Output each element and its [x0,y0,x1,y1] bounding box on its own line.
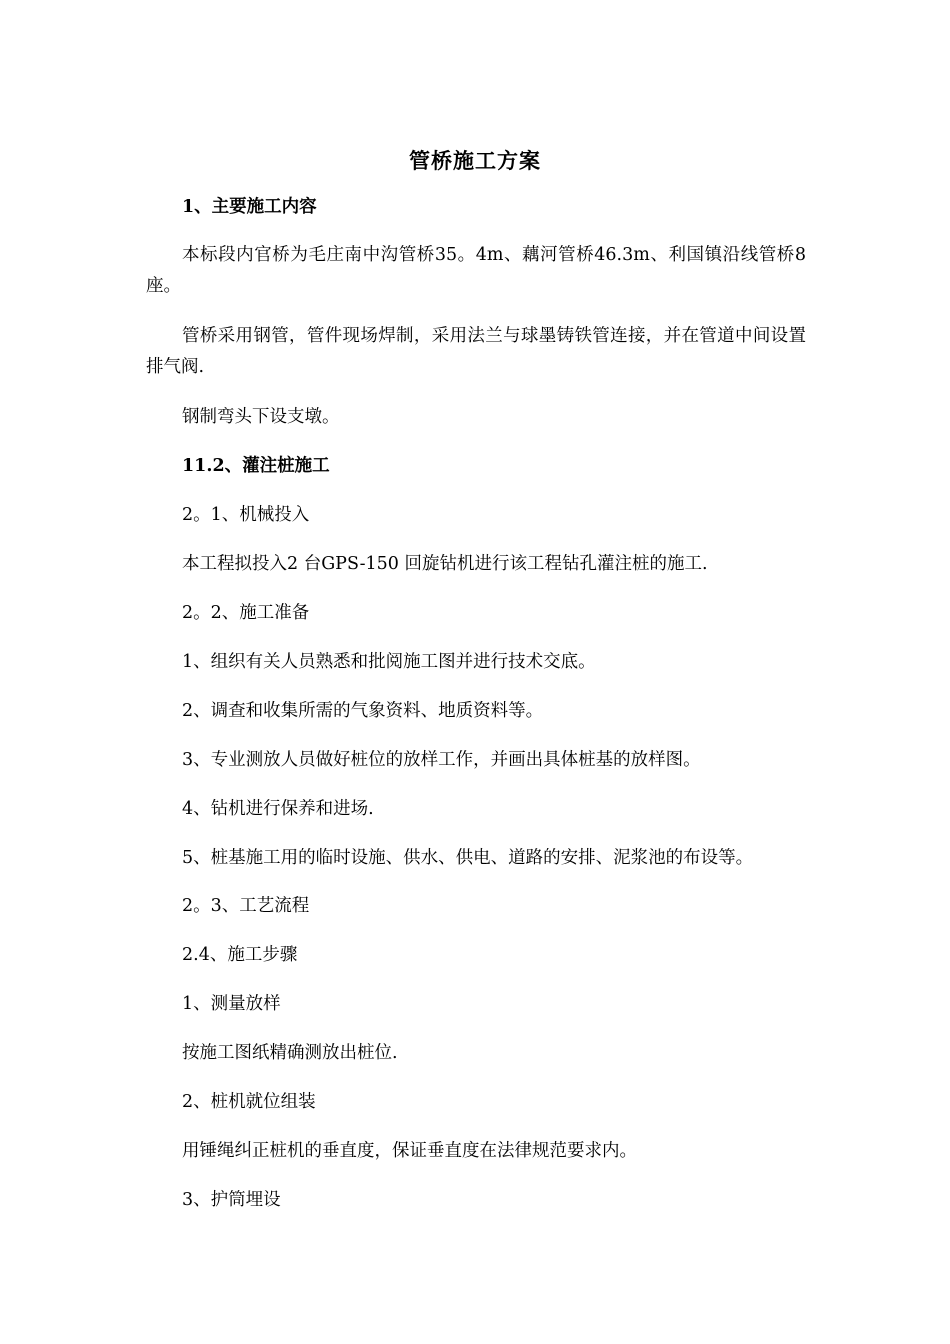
list-item: 3、专业测放人员做好桩位的放样工作，并画出具体桩基的放样图。 [182,750,701,770]
list-item: 2、调查和收集所需的气象资料、地质资料等。 [182,701,544,721]
list-item: 1、组织有关人员熟悉和批阅施工图并进行技术交底。 [182,652,596,672]
subheading-process-flow: 2。3、工艺流程 [182,896,310,916]
list-item: 5、桩基施工用的临时设施、供水、供电、道路的安排、泥浆池的布设等。 [182,848,754,868]
subheading-construction-steps: 2.4、施工步骤 [182,945,298,965]
list-item: 4、钻机进行保养和进场. [182,799,374,819]
paragraph-machinery: 本工程拟投入2 台GPS-150 回旋钻机进行该工程钻孔灌注桩的施工. [182,554,708,574]
document-title: 管桥施工方案 [409,148,541,173]
paragraph-bridge-list: 本标段内官桥为毛庄南中沟管桥35。4m、藕河管桥46.3m、利国镇沿线管桥8座。 [146,245,806,296]
paragraph-elbow-support: 钢制弯头下设支墩。 [182,407,340,427]
step-text-survey: 按施工图纸精确测放出桩位. [182,1043,398,1063]
step-heading-survey: 1、测量放样 [182,994,281,1014]
subheading-machinery: 2。1、机械投入 [182,505,310,525]
step-text-rig-setup: 用锤绳纠正桩机的垂直度，保证垂直度在法律规范要求内。 [182,1141,637,1161]
subheading-preparation: 2。2、施工准备 [182,603,310,623]
section-heading-main-content: 1、主要施工内容 [182,197,317,217]
step-heading-rig-setup: 2、桩机就位组装 [182,1092,316,1112]
paragraph-pipe-material: 管桥采用钢管，管件现场焊制，采用法兰与球墨铸铁管连接，并在管道中间设置排气阀. [146,326,806,377]
step-heading-casing: 3、护筒埋设 [182,1190,281,1210]
section-heading-pile-construction: 11.2、灌注桩施工 [182,456,330,476]
